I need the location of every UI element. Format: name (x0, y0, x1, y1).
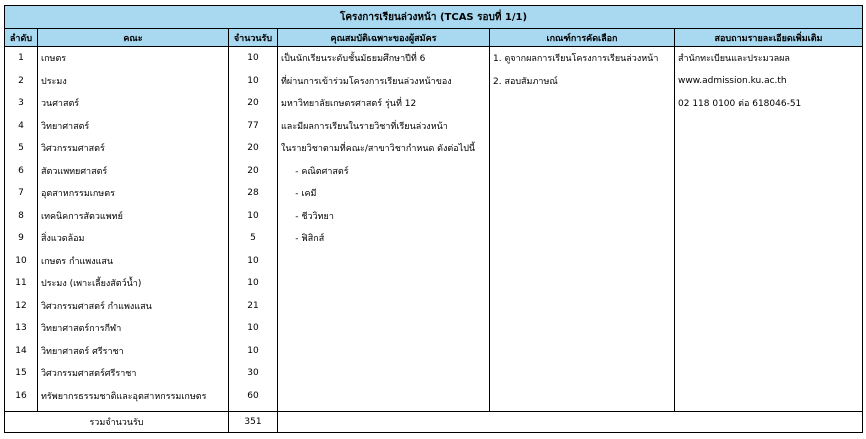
header-faculty: คณะ (38, 29, 229, 47)
row-criteria (490, 295, 675, 318)
row-faculty: วนศาสตร์ (38, 92, 229, 115)
row-qualification (278, 340, 490, 363)
table-row (5, 115, 863, 138)
admission-table (4, 5, 863, 433)
row-qualification: และมีผลการเรียนในรายวิชาที่เรียนล่วงหน้า (278, 115, 490, 138)
row-count: 28 (229, 182, 278, 205)
row-no: 7 (5, 182, 38, 205)
row-contact (675, 115, 863, 138)
row-contact (675, 385, 863, 408)
row-criteria (490, 272, 675, 295)
row-contact: www.admission.ku.ac.th (675, 70, 863, 93)
table-row (5, 205, 863, 228)
row-contact (675, 295, 863, 318)
table-row (5, 227, 863, 250)
row-criteria (490, 160, 675, 183)
total-label: รวมจำนวนรับ (5, 412, 229, 433)
table-row (5, 362, 863, 385)
table-row (5, 70, 863, 93)
row-no: 9 (5, 227, 38, 250)
row-contact: 02 118 0100 ต่อ 618046-51 (675, 92, 863, 115)
total-row (5, 412, 863, 433)
row-criteria (490, 227, 675, 250)
row-qualification (278, 385, 490, 408)
row-qualification (278, 362, 490, 385)
table-row (5, 160, 863, 183)
row-faculty: ประมง (เพาะเลี้ยงสัตว์น้ำ) (38, 272, 229, 295)
row-no: 6 (5, 160, 38, 183)
row-faculty: เกษตร กำแพงแสน (38, 250, 229, 273)
row-no: 2 (5, 70, 38, 93)
row-count: 10 (229, 250, 278, 273)
row-faculty: ประมง (38, 70, 229, 93)
row-count: 30 (229, 362, 278, 385)
row-criteria (490, 92, 675, 115)
admission-table-sheet (4, 5, 862, 433)
row-criteria (490, 385, 675, 408)
row-qualification: ที่ผ่านการเข้าร่วมโครงการเรียนล่วงหน้าของ (278, 70, 490, 93)
row-criteria (490, 317, 675, 340)
row-contact (675, 272, 863, 295)
row-qualification: - เคมี (278, 182, 490, 205)
row-qualification (278, 317, 490, 340)
row-criteria (490, 362, 675, 385)
row-count: 10 (229, 340, 278, 363)
row-no: 16 (5, 385, 38, 408)
row-contact (675, 362, 863, 385)
row-faculty: เทคนิคการสัตวแพทย์ (38, 205, 229, 228)
header-contact: สอบถามรายละเอียดเพิ่มเติม (675, 29, 863, 47)
row-faculty: วิทยาศาสตร์การกีฬา (38, 317, 229, 340)
row-count: 21 (229, 295, 278, 318)
row-count: 5 (229, 227, 278, 250)
row-criteria (490, 340, 675, 363)
row-no: 8 (5, 205, 38, 228)
total-empty-cell (278, 412, 863, 433)
row-count: 77 (229, 115, 278, 138)
row-faculty: สิ่งแวดล้อม (38, 227, 229, 250)
table-row (5, 250, 863, 273)
row-count: 20 (229, 92, 278, 115)
row-faculty: วิศวกรรมศาสตร์ กำแพงแสน (38, 295, 229, 318)
row-no: 15 (5, 362, 38, 385)
header-row (5, 29, 863, 47)
row-count: 60 (229, 385, 278, 408)
row-faculty: วิศวกรรมศาสตร์ (38, 137, 229, 160)
row-contact (675, 160, 863, 183)
table-row (5, 272, 863, 295)
row-count: 10 (229, 317, 278, 340)
row-criteria (490, 115, 675, 138)
row-count: 10 (229, 272, 278, 295)
table-row (5, 385, 863, 408)
row-no: 3 (5, 92, 38, 115)
row-qualification: เป็นนักเรียนระดับชั้นมัธยมศึกษาปีที่ 6 (278, 47, 490, 70)
row-criteria (490, 205, 675, 228)
table-row (5, 295, 863, 318)
row-no: 12 (5, 295, 38, 318)
table-row (5, 317, 863, 340)
row-count: 10 (229, 70, 278, 93)
row-count: 20 (229, 137, 278, 160)
table-row (5, 92, 863, 115)
table-row (5, 47, 863, 70)
table-title: โครงการเรียนล่วงหน้า (TCAS รอบที่ 1/1) (5, 6, 863, 29)
row-contact (675, 227, 863, 250)
row-criteria (490, 137, 675, 160)
table-row (5, 182, 863, 205)
row-qualification (278, 250, 490, 273)
row-faculty: สัตวแพทยศาสตร์ (38, 160, 229, 183)
row-faculty: เกษตร (38, 47, 229, 70)
row-no: 14 (5, 340, 38, 363)
table-row (5, 340, 863, 363)
header-qualifications: คุณสมบัติเฉพาะของผู้สมัคร (278, 29, 490, 47)
row-faculty: อุตสาหกรรมเกษตร (38, 182, 229, 205)
row-criteria (490, 250, 675, 273)
row-contact (675, 340, 863, 363)
row-contact (675, 137, 863, 160)
row-no: 5 (5, 137, 38, 160)
row-qualification: - ฟิสิกส์ (278, 227, 490, 250)
row-qualification (278, 272, 490, 295)
row-contact: สำนักทะเบียนและประมวลผล (675, 47, 863, 70)
row-contact (675, 250, 863, 273)
row-faculty: วิศวกรรมศาสตร์ศรีราชา (38, 362, 229, 385)
row-no: 4 (5, 115, 38, 138)
row-no: 13 (5, 317, 38, 340)
row-no: 10 (5, 250, 38, 273)
row-faculty: ทรัพยากรธรรมชาติและอุตสาหกรรมเกษตร (38, 385, 229, 408)
row-contact (675, 182, 863, 205)
header-no: ลำดับ (5, 29, 38, 47)
row-count: 20 (229, 160, 278, 183)
row-qualification: ในรายวิชาตามที่คณะ/สาขาวิชากำหนด ดังต่อไปนี้ (278, 137, 490, 160)
row-qualification: มหาวิทยาลัยเกษตรศาสตร์ รุ่นที่ 12 (278, 92, 490, 115)
row-count: 10 (229, 205, 278, 228)
table-row (5, 137, 863, 160)
total-value: 351 (229, 412, 278, 433)
row-contact (675, 205, 863, 228)
row-count: 10 (229, 47, 278, 70)
header-criteria: เกณฑ์การคัดเลือก (490, 29, 675, 47)
row-contact (675, 317, 863, 340)
row-criteria: 2. สอบสัมภาษณ์ (490, 70, 675, 93)
row-criteria (490, 182, 675, 205)
row-faculty: วิทยาศาสตร์ ศรีราชา (38, 340, 229, 363)
row-no: 11 (5, 272, 38, 295)
row-qualification (278, 295, 490, 318)
row-faculty: วิทยาศาสตร์ (38, 115, 229, 138)
row-criteria: 1. ดูจากผลการเรียนโครงการเรียนล่วงหน้า (490, 47, 675, 70)
row-qualification: - ชีววิทยา (278, 205, 490, 228)
row-qualification: - คณิตศาสตร์ (278, 160, 490, 183)
row-no: 1 (5, 47, 38, 70)
header-count: จำนวนรับ (229, 29, 278, 47)
